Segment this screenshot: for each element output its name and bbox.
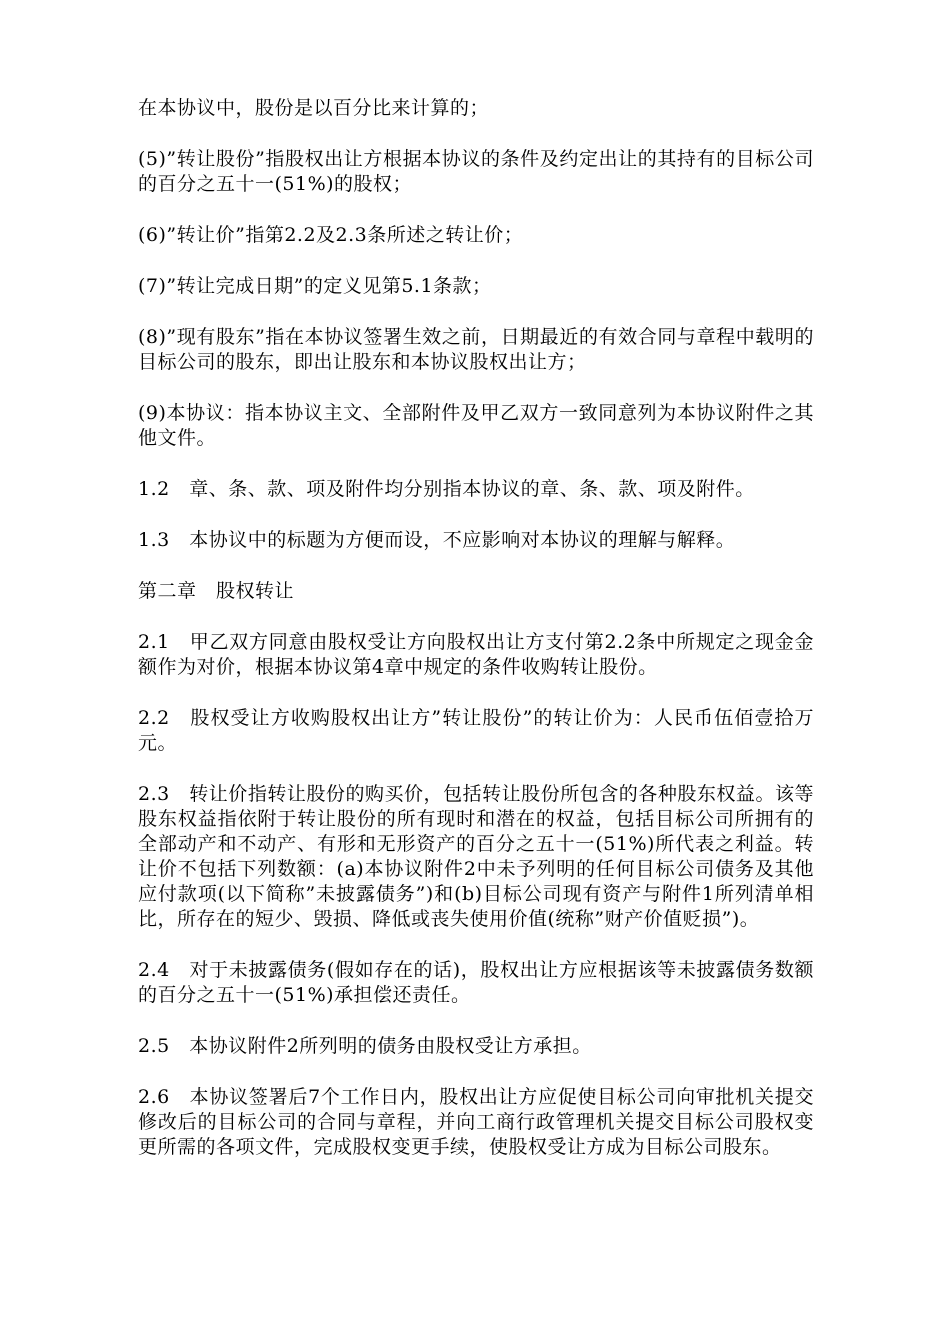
paragraph-definition-6: (6)”转让价”指第2.2及2.3条所述之转让价； [138, 224, 524, 246]
paragraph-definition-8: (8)”现有股东”指在本协议签署生效之前，日期最近的有效合同与章程中载明的目标公司的股东，即出让股东和本协议股权出让方； [138, 326, 814, 373]
paragraph-clause-2-3: 2.3 转让价指转让股份的购买价，包括转让股份所包含的各种股东权益。该等股东权益指依附于转让股份的所有现时和潜在的权益，包括目标公司所拥有的全部动产和不动产、有形和无形资产的百分之五十一(51%)所代表之利益。转让价不包括下列数额：(a)本协议附件2中未予列明的任何目标公司债务及其他应付款项(以下简称”未披露债务”)和(b)目标公司现有资产与附件1所列清单相比，所存在的短少、毁损、降低或丧失使用价值(统称”财产价值贬损”)。 [138, 783, 814, 930]
paragraph-definition-5: (5)”转让股份”指股权出让方根据本协议的条件及约定出让的其持有的目标公司的百分之五十一(51%)的股权； [138, 148, 814, 195]
chapter-heading-2: 第二章 股权转让 [138, 580, 295, 602]
paragraph-clause-2-1: 2.1 甲乙双方同意由股权受让方向股权出让方支付第2.2条中所规定之现金金额作为对价，根据本协议第4章中规定的条件收购转让股份。 [138, 631, 814, 678]
paragraph-clause-2-5: 2.5 本协议附件2所列明的债务由股权受让方承担。 [138, 1035, 592, 1057]
document-body [138, 96, 814, 1186]
paragraph-definition-7: (7)”转让完成日期”的定义见第5.1条款； [138, 275, 492, 297]
paragraph-shares-percentage: 在本协议中，股份是以百分比来计算的； [138, 97, 490, 119]
paragraph-clause-2-2: 2.2 股权受让方收购股权出让方”转让股份”的转让价为：人民币伍佰壹拾万元。 [138, 707, 814, 754]
paragraph-clause-1-3: 1.3 本协议中的标题为方便而设，不应影响对本协议的理解与解释。 [138, 529, 736, 551]
paragraph-clause-1-2: 1.2 章、条、款、项及附件均分别指本协议的章、条、款、项及附件。 [138, 478, 755, 500]
paragraph-definition-9: (9)本协议：指本协议主文、全部附件及甲乙双方一致同意列为本协议附件之其他文件。 [138, 402, 814, 449]
paragraph-clause-2-4: 2.4 对于未披露债务(假如存在的话)，股权出让方应根据该等未披露债务数额的百分之五十一(51%)承担偿还责任。 [138, 959, 814, 1006]
paragraph-clause-2-6: 2.6 本协议签署后7个工作日内，股权出让方应促使目标公司向审批机关提交修改后的目标公司的合同与章程，并向工商行政管理机关提交目标公司股权变更所需的各项文件，完成股权变更手续，使股权受让方成为目标公司股东。 [138, 1086, 814, 1158]
